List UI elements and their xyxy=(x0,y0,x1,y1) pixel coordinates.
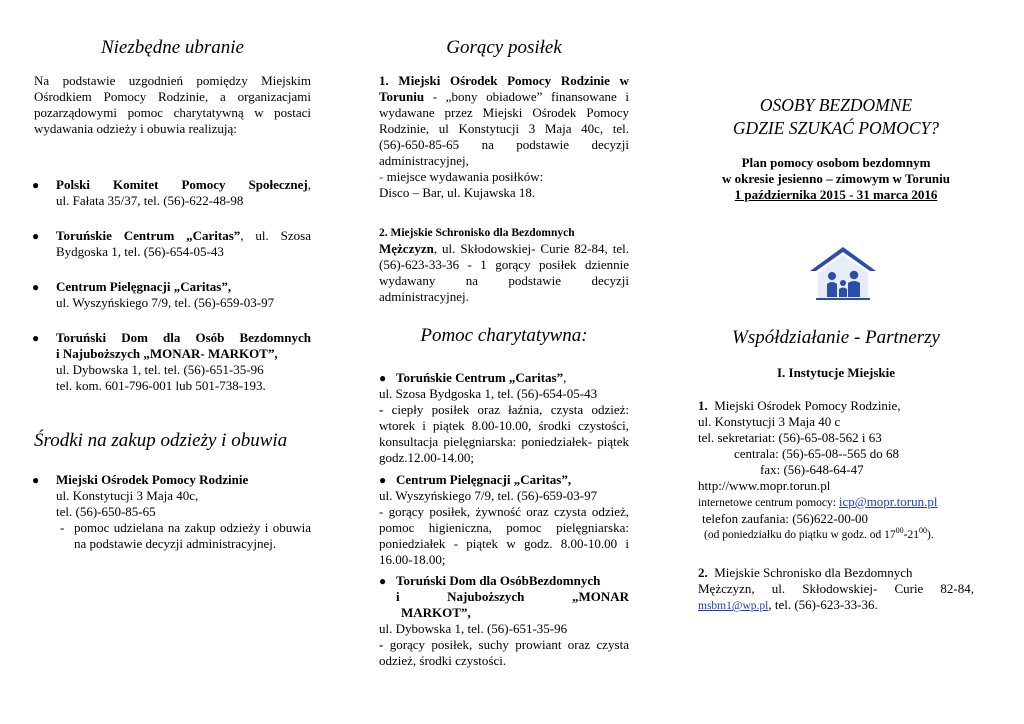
heading-charity: Pomoc charytatywna: xyxy=(420,325,588,346)
org-name: Toruńskie Centrum „Caritas” xyxy=(56,228,241,243)
list-item xyxy=(34,279,311,311)
bullet-icon: ● xyxy=(379,473,387,487)
org-phone: tel. kom. 601-796-001 lub 501-738-193. xyxy=(56,378,266,393)
org-address: ul. Konstytucji 3 Maja 40c, xyxy=(56,488,199,503)
cover-title-line2: GDZIE SZUKAĆ POMOCY? xyxy=(732,118,940,138)
list-item: 2. Miejskie Schronisko dla Bezdomnych Mężczyzn, ul. Skłodowskiej- Curie 82-84, msbm1@wp.pl, tel. (56)-623-33-36. xyxy=(698,565,974,612)
meal-paragraph-2: 2. Miejskie Schronisko dla Bezdomnych Mężczyzn, ul. Skłodowskiej- Curie 82-84, tel. (56)-623-33-36 - 1 gorący posiłek dziennie wydawany na podstawie decyzji administracyjnej. xyxy=(379,227,629,304)
org-address: ul. Fałata 35/37, tel. (56)-622-48-98 xyxy=(56,193,244,208)
list-item: 1. Miejski Ośrodek Pomocy Rodzinie, ul. Konstytucji 3 Maja 40 c tel. sekretariat: (56)-65-08-562 i 63 centrala: (56)-65-08--565 do 68 fax: (56)-648-64-47 http://www.mopr.torun.pl internetowe centrum pomocy: icp@mopr.torun.pl telefon zaufania: (56)622-00-00 (od poniedziałku do piątku w godz. od $17^{00}-21^{00}$). xyxy=(698,398,974,543)
bullet-icon: ● xyxy=(32,280,40,294)
list-item: ● Toruńskie Centrum „Caritas”, ul. Szosa Bydgoska 1, tel. (56)-654-05-43 xyxy=(32,228,311,259)
website-link[interactable]: http://www.mopr.torun.pl xyxy=(698,478,831,493)
subheading-city-institutions: I. Instytucje Miejskie xyxy=(776,365,896,380)
org-name: Miejski Ośrodek Pomocy Rodzinie xyxy=(56,472,249,487)
heading-hot-meal: Gorący posiłek xyxy=(446,37,562,58)
intro-paragraph: Na podstawie uzgodnień pomiędzy Miejskim Ośrodkiem Pomocy Rodzinie, a organizacjami pozarządowymi pomoc charytatywną w postaci wydawania odzieży i obuwia realizują: xyxy=(34,73,311,136)
email-link[interactable]: msbm1@wp.pl xyxy=(698,600,769,612)
org-name-cont: i Najuboższych „MONAR- MARKOT”, xyxy=(56,346,278,361)
aid-note: pomoc udzielana na zakup odzieży i obuwia na podstawie decyzji administracyjnej. xyxy=(74,520,311,551)
org-address: Bydgoska 1, tel. (56)-654-05-43 xyxy=(56,244,224,259)
org-address: ul. Dybowska 1, tel. tel. (56)-651-35-96 xyxy=(56,362,264,377)
heading-partners: Współdziałanie - Partnerzy xyxy=(732,327,940,348)
list-item: ● Miejski Ośrodek Pomocy Rodzinie ul. Konstytucji 3 Maja 40c, tel. (56)-650-85-65 - pomoc udzielana na zakup odzieży i obuwia na podstawie decyzji administracyjnej. xyxy=(32,472,311,551)
org-name: Centrum Pielęgnacji „Caritas”, xyxy=(56,279,232,294)
bullet-icon: ● xyxy=(379,371,387,385)
list-item: ● Toruńskie Centrum „Caritas”, ul. Szosa Bydgoska 1, tel. (56)-654-05-43 - ciepły posiłek oraz łaźnia, czysta odzież: wtorek i piątek 8.00-10.00, środki czystości, konsultacja pielęgniarska: poniedziałek- piątek godz.12.00-14.00; xyxy=(379,370,629,465)
cover-title-line1: OSOBY BEZDOMNE xyxy=(759,95,913,115)
bullet-icon: ● xyxy=(32,229,40,243)
email-link[interactable]: icp@mopr.torun.pl xyxy=(838,494,938,509)
bullet-icon: ● xyxy=(32,473,40,487)
heading-funds: Środki na zakup odzieży i obuwia xyxy=(34,430,288,451)
list-item: ● Centrum Pielęgnacji „Caritas”, ul. Wyszyńskiego 7/9, tel. (56)-659-03-97 - gorący posiłek, żywność oraz czysta odzież, pomoc higieniczna, pomoc pielęgniarska: poniedziałek - piątek w godz. 8.00-10.00 i 16.00-18.00; xyxy=(379,472,629,567)
plan-title: Plan pomocy osobom bezdomnym w okresie jesienno – zimowym w Toruniu 1 października 2015 - 31 marca 2016 xyxy=(722,155,950,202)
list-item xyxy=(34,330,311,394)
house-family-icon xyxy=(806,243,880,303)
org-address: ul. Wyszyńskiego 7/9, tel. (56)-659-03-97 xyxy=(56,295,275,310)
org-name: Toruński Dom dla Osób Bezdomnych xyxy=(56,330,311,345)
org-name: Polski Komitet Pomocy Społecznej xyxy=(56,177,308,192)
list-item: ● Polski Komitet Pomocy Społecznej, ul. Fałata 35/37, tel. (56)-622-48-98 xyxy=(32,177,311,208)
bullet-icon: ● xyxy=(32,331,40,345)
heading-clothing: Niezbędne ubranie xyxy=(100,37,244,58)
red-dash: - xyxy=(379,169,384,184)
list-item: ● Toruński Dom dla OsóbBezdomnych i Najuboższych „MONAR MARKOT”, ul. Dybowska 1, tel. (56)-651-35-96 - gorący posiłek, suchy prowiant oraz czysta odzież, środki czystości. xyxy=(379,573,629,668)
bullet-icon: ● xyxy=(379,574,387,588)
meal-paragraph-1: 1. Miejski Ośrodek Pomocy Rodzinie w Toruniu - „bony obiadowe” finansowane i wydawane przez Miejski Ośrodek Pomocy Rodzinie, ul Konstytucji 3 Maja 40c, tel. (56)-650-85-65 na podstawie decyzji administracyjnej, - miejsce wydawania posiłków: Disco – Bar, ul. Kujawska 18. xyxy=(379,73,629,200)
bullet-icon: ● xyxy=(32,178,40,192)
org-phone: tel. (56)-650-85-65 xyxy=(56,504,156,519)
